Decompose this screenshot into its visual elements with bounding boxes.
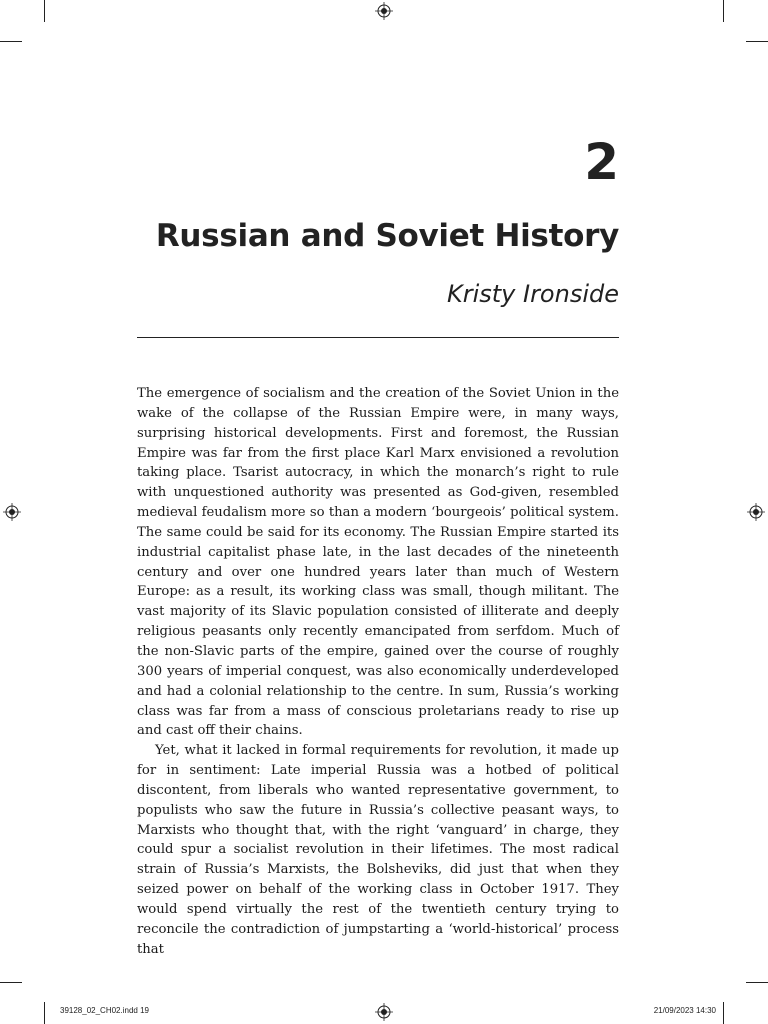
- body-text: [137, 384, 619, 959]
- body-paragraph: Yet, what it lacked in formal requirements for revolution, it made up for in sentiment: Late imperial Russia was a hotbed of political discontent, from liberals who wanted representative government, to populists who saw the future in Russia’s collective peasant ways, to Marxists who thought that, with the right ‘vanguard’ in charge, they could spur a socialist revolution in their lifetimes. The most radical strain of Russia’s Marxists, the Bolsheviks, did just that when they seized power on behalf of the working class in October 1917. They would spend virtually the rest of the twentieth century trying to reconcile the contradiction of jumpstarting a ‘world-historical’ process that: [137, 743, 619, 957]
- crop-mark: [0, 41, 22, 42]
- slug-datetime: 21/09/2023 14:30: [653, 1006, 716, 1015]
- chapter-author: Kristy Ironside: [446, 280, 619, 308]
- chapter-title: Russian and Soviet History: [155, 218, 619, 254]
- crop-mark: [0, 982, 22, 983]
- crop-mark: [723, 1002, 724, 1024]
- registration-mark-icon: [3, 503, 21, 521]
- crop-mark: [44, 1002, 45, 1024]
- registration-mark-icon: [375, 2, 393, 20]
- divider-rule: [137, 337, 619, 338]
- registration-mark-icon: [375, 1003, 393, 1021]
- crop-mark: [746, 41, 768, 42]
- chapter-number: 2: [584, 133, 619, 191]
- body-paragraph: The emergence of socialism and the creation of the Soviet Union in the wake of the collapse of the Russian Empire were, in many ways, surprising historical developments. First and foremost, the Russian Empire was far from the first place Karl Marx envisioned a revolution taking place. Tsarist autocracy, in which the monarch’s right to rule with unquestioned authority was presented as God-given, resembled medieval feudalism more so than a modern ‘bourgeois’ political system. The same could be said for its economy. The Russian Empire started its industrial capitalist phase late, in the last decades of the nineteenth century and over one hundred years later than much of Western Europe: as a result, its working class was small, though militant. The vast majority of its Slavic population consisted of illiterate and deeply religious peasants only recently emancipated from serfdom. Much of the non-Slavic parts of the empire, gained over the course of roughly 300 years of imperial conquest, was also economically underdeveloped and had a colonial relationship to the centre. In sum, Russia’s working class was far from a mass of conscious proletarians ready to rise up and cast off their chains.: [137, 386, 619, 739]
- slug-file: 39128_02_CH02.indd 19: [60, 1006, 149, 1015]
- crop-mark: [746, 982, 768, 983]
- crop-mark: [723, 0, 724, 22]
- crop-mark: [44, 0, 45, 22]
- registration-mark-icon: [747, 503, 765, 521]
